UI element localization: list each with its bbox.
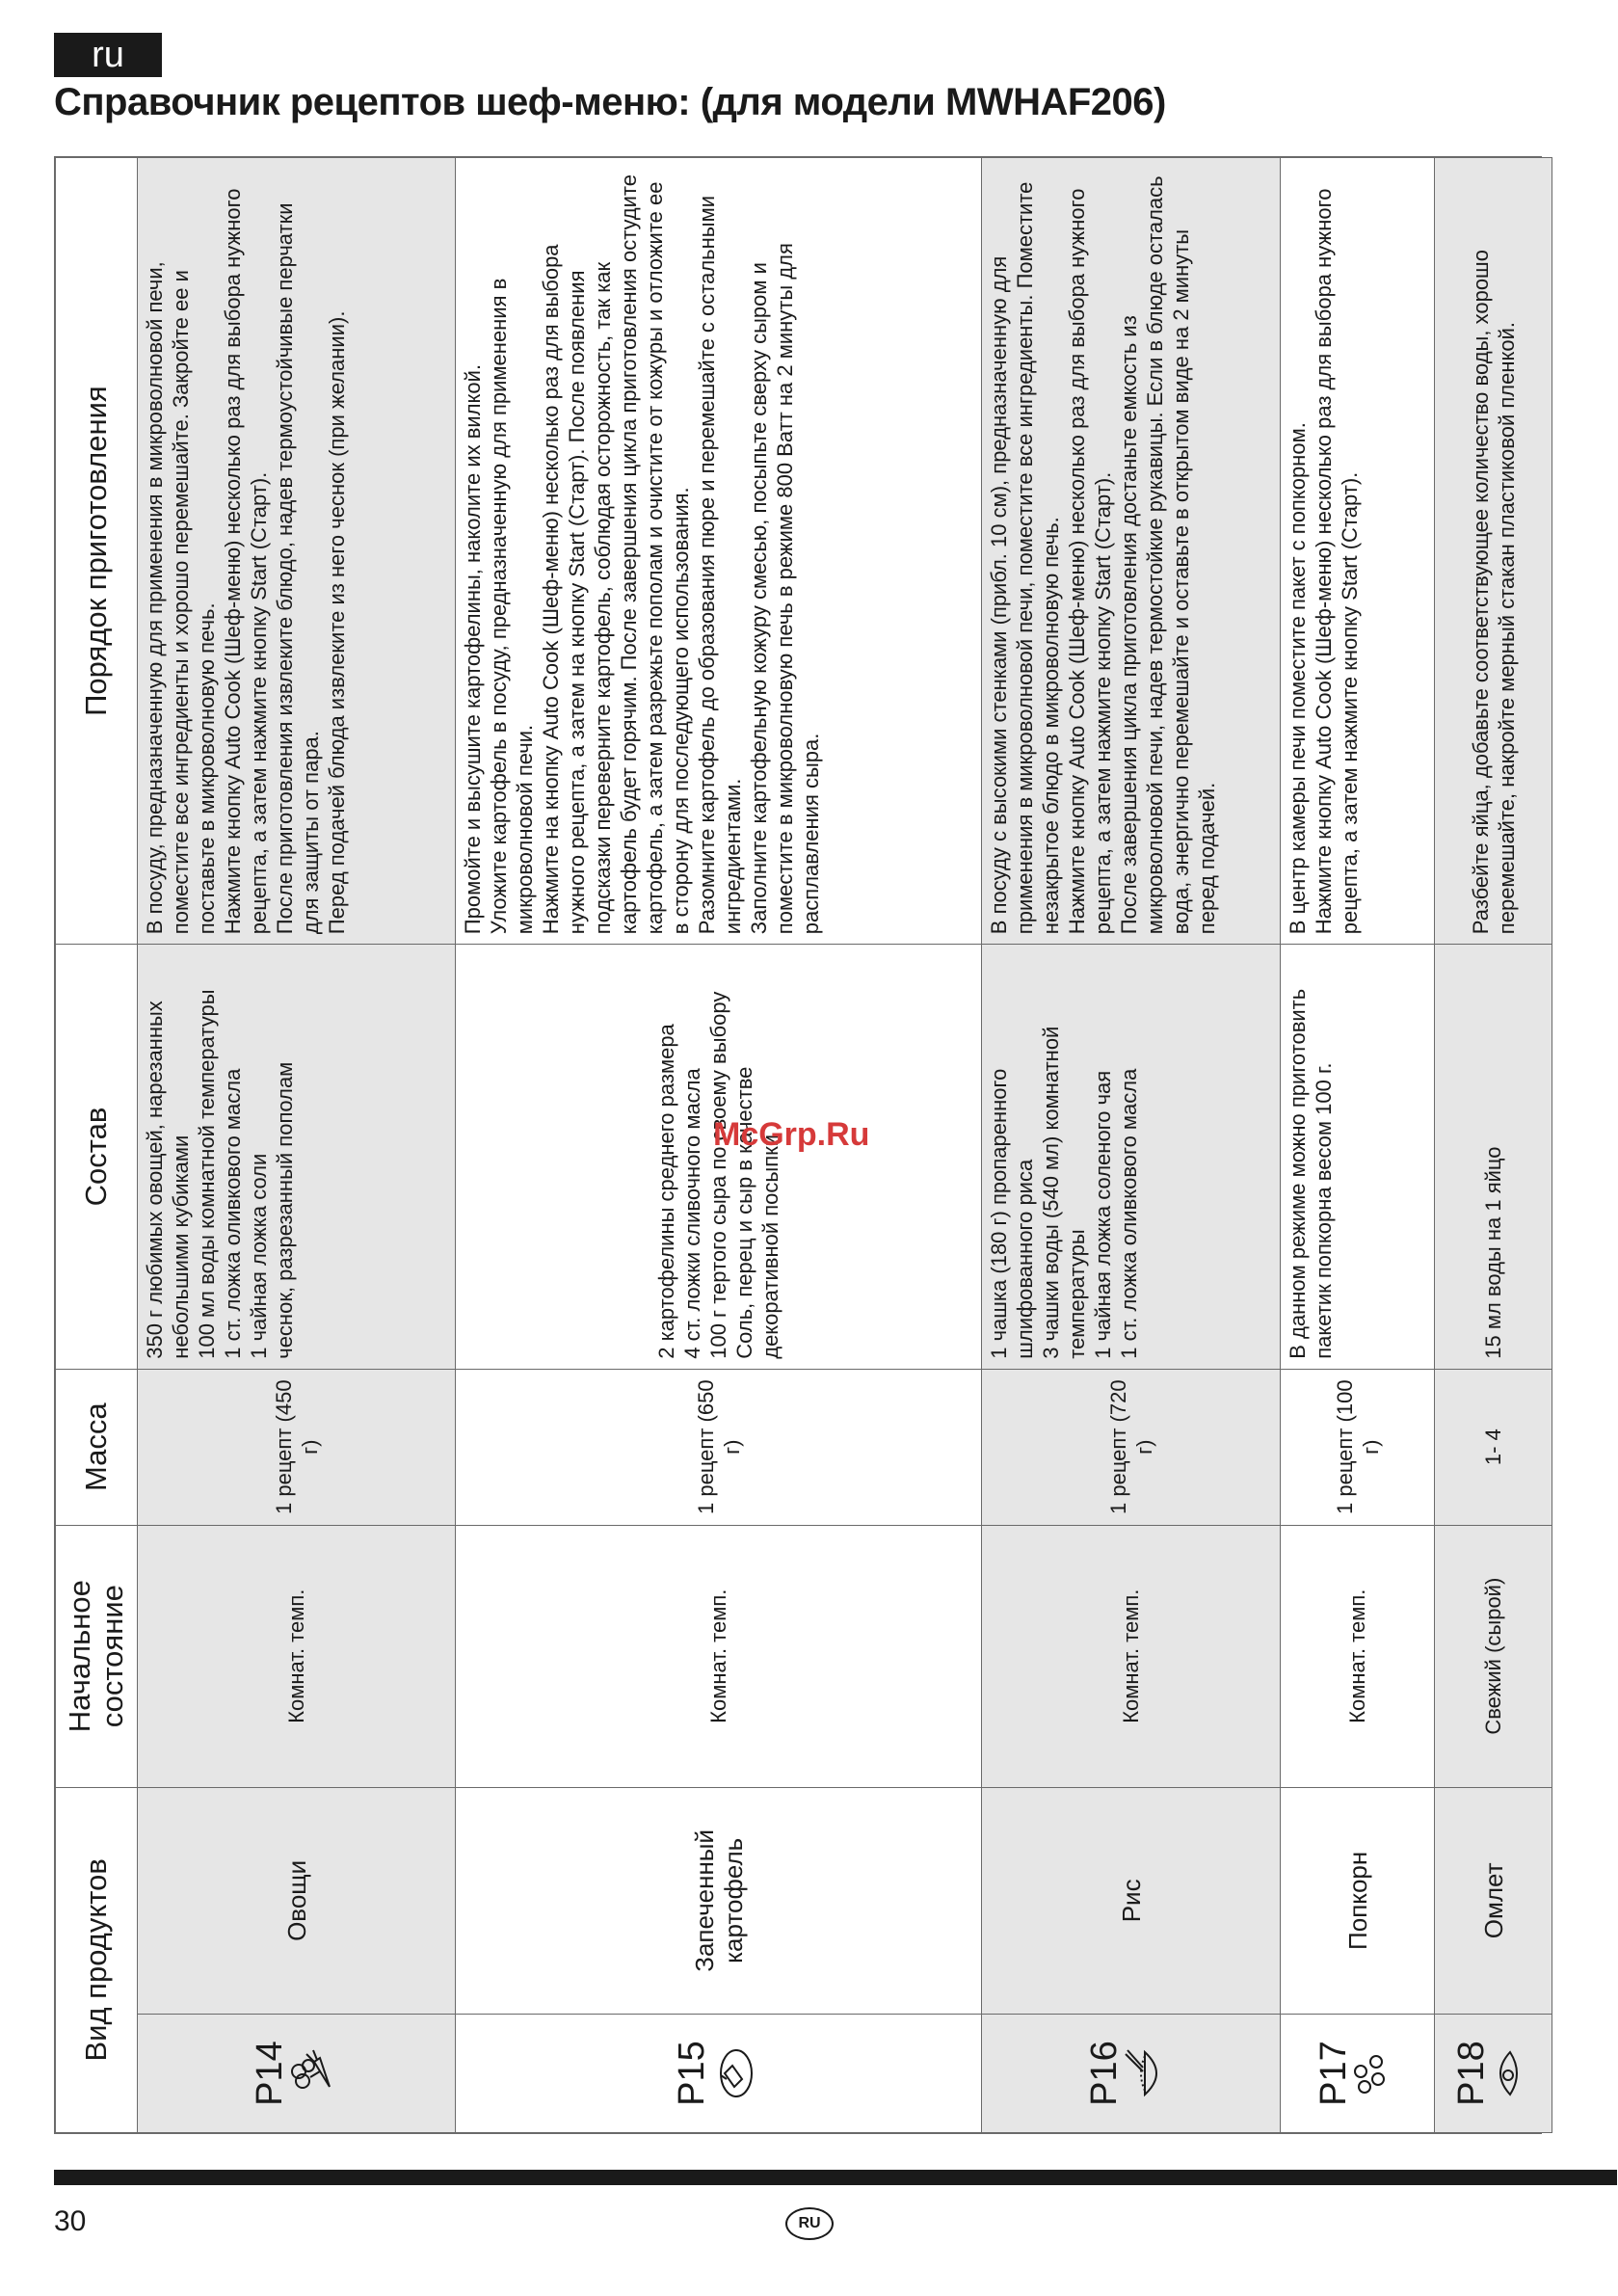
step-line: Промойте и высушите картофелины, наколите их вилкой. <box>461 363 485 935</box>
table-row <box>1281 158 1435 2133</box>
mass-cell: 1 рецепт (100 г) <box>1281 1369 1435 1525</box>
ingredient-line: 15 мл воды на 1 яйцо <box>1481 1146 1505 1359</box>
mass-cell: 1- 4 <box>1435 1369 1552 1525</box>
product-name: Рис <box>982 1788 1280 2015</box>
ingredient-line: 100 г тертого сыра по своему выбору <box>706 991 730 1359</box>
product-cell <box>1281 1787 1435 2132</box>
footer-bar <box>54 2170 1617 2185</box>
ingredient-line: 1 ст. ложка оливкового масла <box>1117 1068 1141 1359</box>
program-code: P16 <box>1084 2041 1125 2106</box>
page-number: 30 <box>54 2205 87 2237</box>
program-code: P14 <box>250 2041 290 2106</box>
ingredient-line: 4 ст. ложки сливочного масла <box>680 1068 704 1359</box>
mass-cell: 1 рецепт (650 г) <box>456 1369 982 1525</box>
ingredient-line: В данном режиме можно приготовить пакетик попкорна весом 100 г. <box>1286 988 1336 1359</box>
state-cell: Комнат. темп. <box>138 1525 456 1787</box>
ingredient-line: 100 мл воды комнатной температуры <box>195 989 219 1359</box>
column-header-steps: Порядок приготовления <box>56 158 138 945</box>
ingredient-line: 3 чашки воды (540 мл) комнатной температуры <box>1039 1026 1089 1359</box>
step-line: После завершения цикла приготовления достаньте емкость из микроволновой печи, надев термостойкие рукавицы. Если в блюде осталась вода, энергично перемешайте и оставьте в открытом виде на 2 минуты перед подачей. <box>1117 175 1219 935</box>
steps-cell <box>138 158 456 945</box>
rice-icon <box>1122 2046 1170 2100</box>
language-badge: ru <box>54 33 162 77</box>
column-header-state: Начальное состояние <box>56 1525 138 1787</box>
column-header-mass: Масса <box>56 1369 138 1525</box>
mass-cell: 1 рецепт (450 г) <box>138 1369 456 1525</box>
step-line: Нажмите кнопку Auto Cook (Шеф-меню) несколько раз для выбора нужного рецепта, а затем нажмите кнопку Start (Старт). <box>1312 188 1362 935</box>
ingredients-cell <box>1435 945 1552 1370</box>
program-code: P18 <box>1451 2041 1492 2106</box>
ingredients-cell <box>982 945 1281 1370</box>
steps-cell <box>1435 158 1552 945</box>
step-line: Разбейте яйца, добавьте соответствующее количество воды, хорошо перемешайте, накройте мерный стакан пластиковой пленкой. <box>1468 250 1519 935</box>
ingredients-cell <box>456 945 982 1370</box>
state-cell: Свежий (сырой) <box>1435 1525 1552 1787</box>
product-cell <box>982 1787 1281 2132</box>
step-line: Нажмите кнопку Auto Cook (Шеф-меню) несколько раз для выбора нужного рецепта, а затем нажмите кнопку Start (Старт). <box>1065 188 1115 935</box>
product-name: Попкорн <box>1281 1788 1434 2015</box>
steps-cell <box>1281 158 1435 945</box>
ingredient-line: чеснок, разрезанный пополам <box>273 1061 297 1359</box>
column-header-product: Вид продуктов <box>56 1787 138 2132</box>
steps-cell <box>982 158 1281 945</box>
product-name: Запеченный картофель <box>456 1788 981 2015</box>
step-line: Заполните картофельную кожуру смесью, посыпьте сверху сыром и поместите в микроволновую печь в режиме 800 Ватт на 2 минуты для расплавления сыра. <box>747 243 823 935</box>
step-line: После приготовления извлеките блюдо, надев термоустойчивые перчатки для защиты от пара. <box>273 202 323 935</box>
ingredient-line: 1 чайная ложка соли <box>247 1153 271 1359</box>
product-cell <box>456 1787 982 2132</box>
ingredients-cell <box>138 945 456 1370</box>
program-code: P17 <box>1313 2041 1354 2106</box>
ingredient-line: 1 чашка (180 г) пропаренного шлифованного риса <box>987 1068 1037 1359</box>
product-name: Омлет <box>1435 1788 1552 2015</box>
state-cell: Комнат. темп. <box>1281 1525 1435 1787</box>
state-cell: Комнат. темп. <box>982 1525 1281 1787</box>
product-cell <box>138 1787 456 2132</box>
omelette-icon <box>1489 2046 1527 2100</box>
ingredient-line: 1 чайная ложка соленого чая <box>1091 1070 1115 1359</box>
column-header-ingredients: Состав <box>56 945 138 1370</box>
vegetables-icon <box>287 2046 335 2100</box>
step-line: Уложите картофель в посуду, предназначенную для применения в микроволновой печи. <box>487 278 537 935</box>
page-title: Справочник рецептов шеф-меню: (для модели MWHAF206) <box>54 81 1166 123</box>
table-row <box>982 158 1281 2133</box>
mass-cell: 1 рецепт (720 г) <box>982 1369 1281 1525</box>
table-row <box>138 158 456 2133</box>
ru-logo: RU <box>785 2207 834 2240</box>
steps-cell <box>456 158 982 945</box>
step-line: Перед подачей блюда извлеките из него чеснок (при желании). <box>325 310 349 935</box>
step-line: В посуду с высокими стенками (прибл. 10 см), предназначенную для применения в микроволновой печи, поместите все ингредиенты. Поместите незакрытое блюдо в микроволновую печь. <box>987 181 1063 935</box>
step-line: Разомните картофель до образования пюре и перемешайте с остальными ингредиентами. <box>695 195 745 935</box>
table-row <box>1435 158 1552 2133</box>
step-line: Нажмите кнопку Auto Cook (Шеф-меню) несколько раз для выбора нужного рецепта, а затем нажмите кнопку Start (Старт). <box>221 188 271 935</box>
product-cell <box>1435 1787 1552 2132</box>
step-line: В посуду, предназначенную для применения в микроволновой печи, поместите все ингредиенты и хорошо перемешайте. Закройте ее и поставьте в микроволновую печь. <box>143 261 219 935</box>
step-line: В центр камеры печи поместите пакет с попкорном. <box>1286 422 1310 935</box>
popcorn-icon <box>1351 2046 1393 2100</box>
ingredients-cell <box>1281 945 1435 1370</box>
ingredient-line: Соль, перец и сыр в качестве декоративной посыпки <box>732 1066 782 1359</box>
baked-potato-icon <box>709 2046 757 2100</box>
product-name: Овощи <box>138 1788 455 2015</box>
ingredient-line: 2 картофелины среднего размера <box>654 1024 678 1359</box>
step-line: Нажмите на кнопку Auto Cook (Шеф-меню) несколько раз для выбора нужного рецепта, а затем на кнопку Start (Старт). После появления подсказки переверните картофель, соблюдая осторожность, так как картофель будет горячим. После завершения цикла приготовления остудите картофель, а затем разрежьте пополам и очистите от кожуры и отложите ее в сторону для последующего использования. <box>539 174 693 935</box>
ingredient-line: 350 г любимых овощей, нарезанных небольшими кубиками <box>143 1001 193 1359</box>
program-code: P15 <box>672 2041 712 2106</box>
ingredient-line: 1 ст. ложка оливкового масла <box>221 1068 245 1359</box>
watermark: McGrp.Ru <box>713 1116 870 1153</box>
state-cell: Комнат. темп. <box>456 1525 982 1787</box>
